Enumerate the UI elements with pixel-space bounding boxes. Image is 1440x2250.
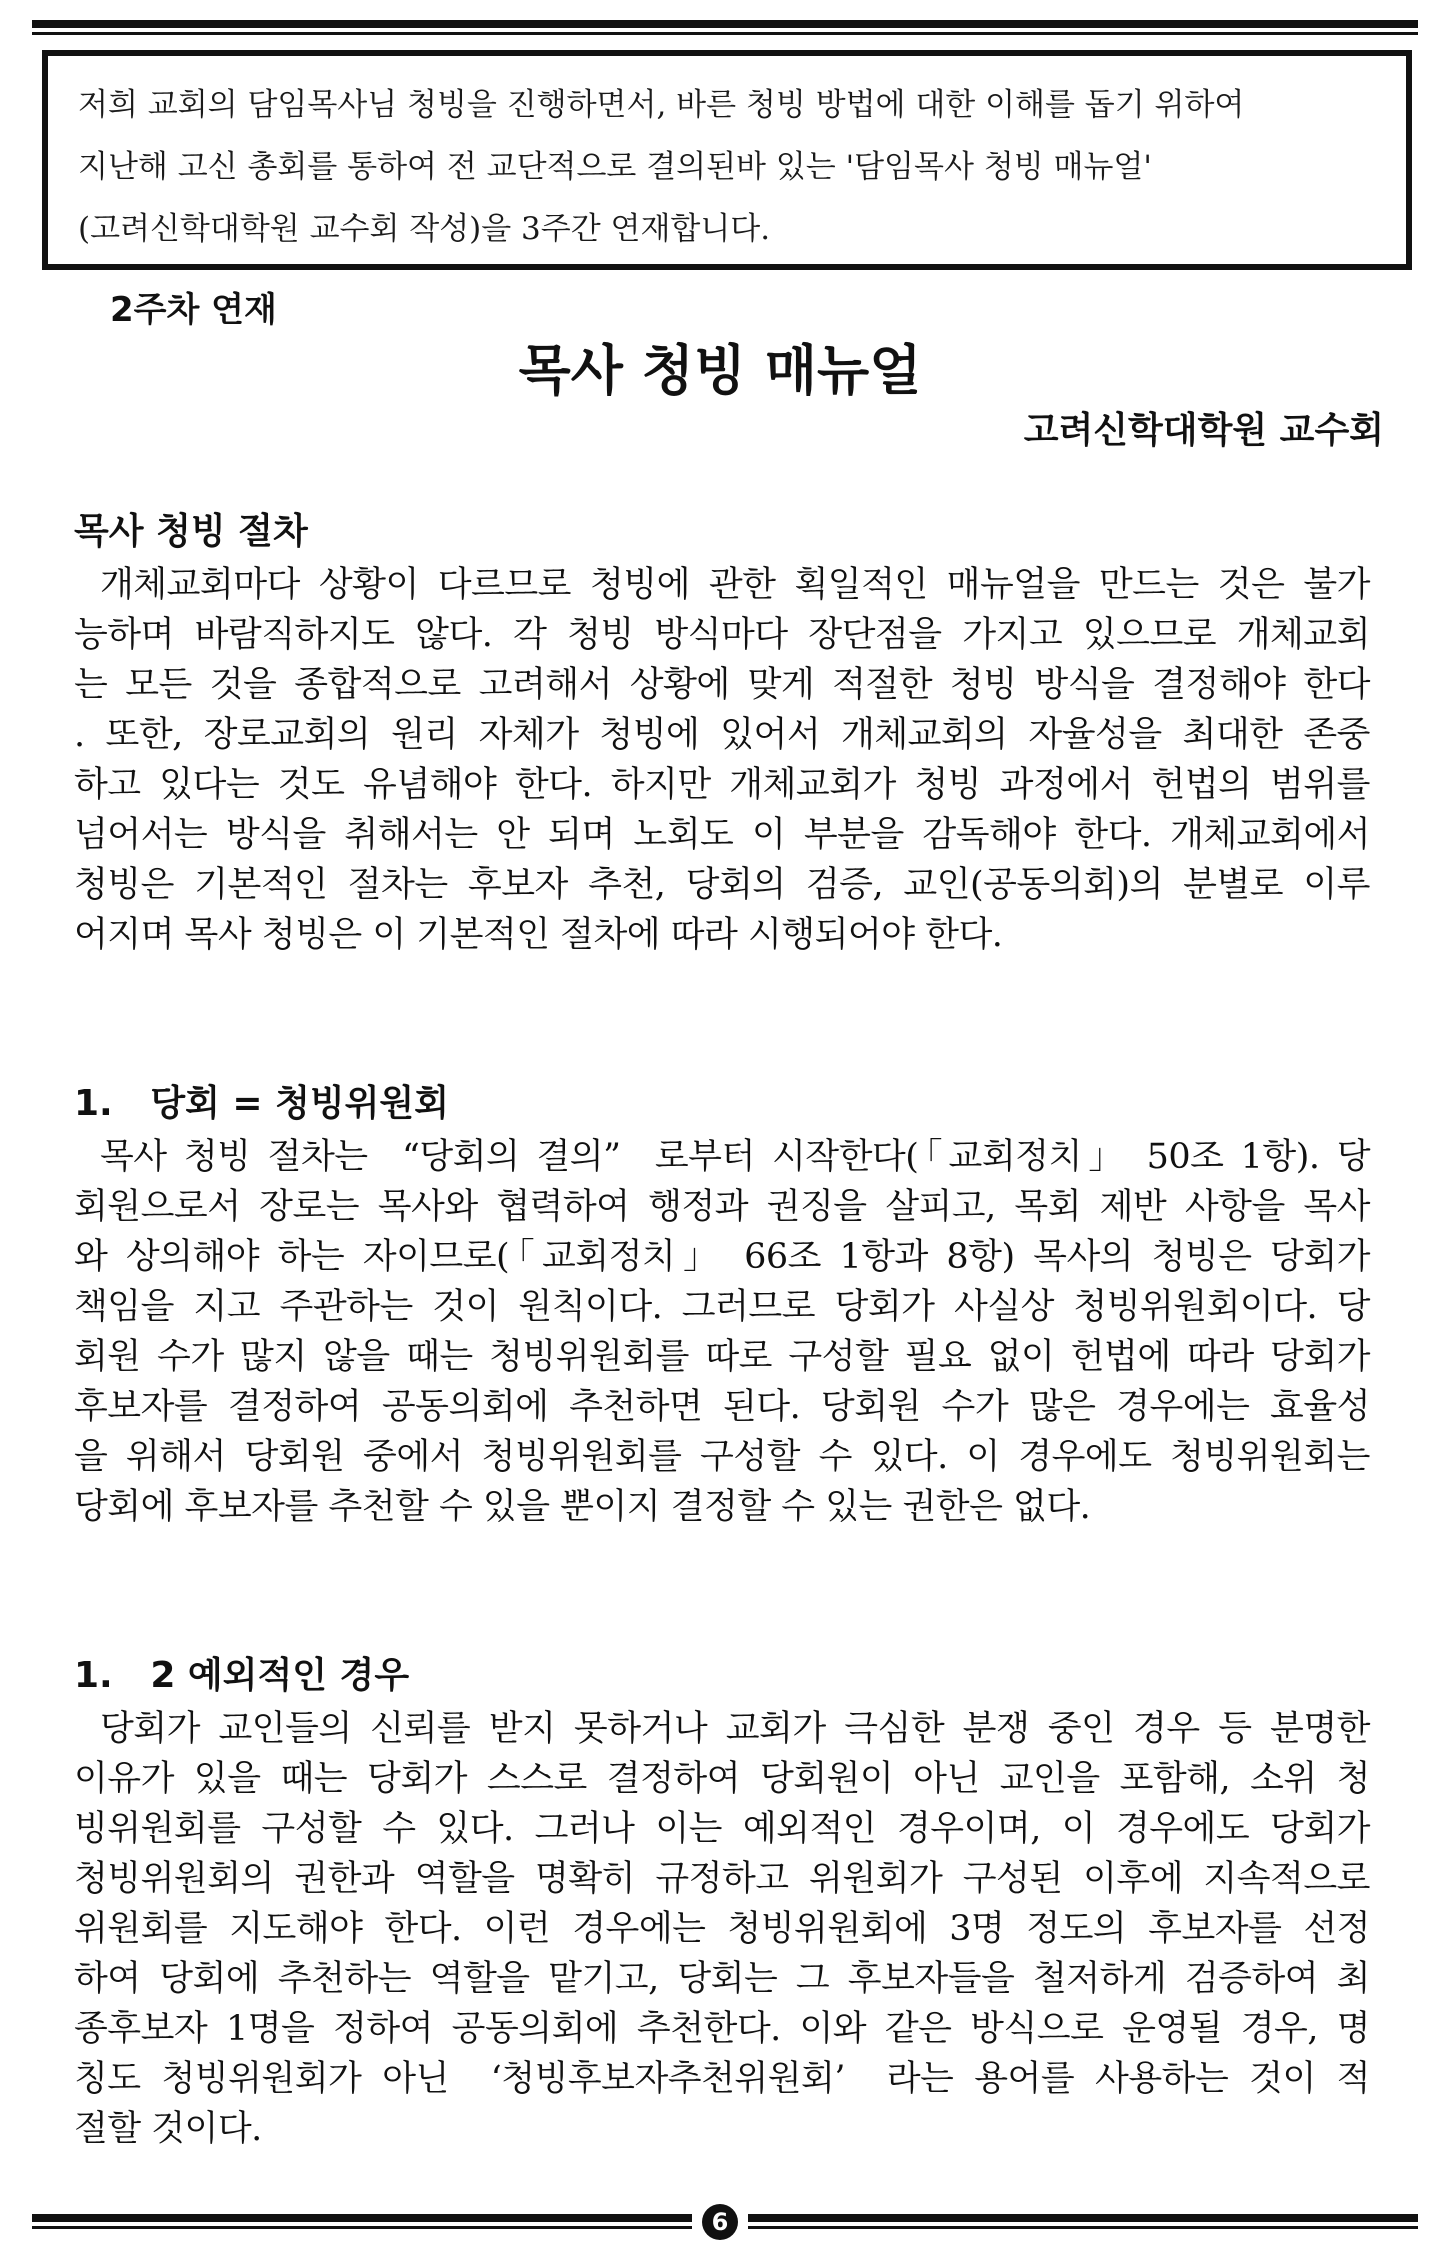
paragraph-line: 하여 당회에 추천하는 역할을 맡기고, 당회는 그 후보자들을 철저하게 검증하여 최 bbox=[74, 1959, 1370, 1999]
paragraph-line: 목사 청빙 절차는 “당회의 결의” 로부터 시작한다(「교회정치」 50조 1항). 당 bbox=[100, 1137, 1370, 1177]
paragraph-line: 빙위원회를 구성할 수 있다. 그러나 이는 예외적인 경우이며, 이 경우에도 당회가 bbox=[74, 1809, 1370, 1849]
paragraph-line: 청빙위원회의 권한과 역할을 명확히 규정하고 위원회가 구성된 이후에 지속적으로 bbox=[74, 1859, 1370, 1899]
paragraph-line: 는 모든 것을 종합적으로 고려해서 상황에 맞게 적절한 청빙 방식을 결정해야 한다 bbox=[74, 665, 1370, 705]
paragraph-line: 회원으로서 장로는 목사와 협력하여 행정과 권징을 살피고, 목회 제반 사항을 목사 bbox=[74, 1187, 1370, 1227]
section-heading: 1. 당회 = 청빙위원회 bbox=[74, 1083, 449, 1124]
paragraph-line: 당회가 교인들의 신뢰를 받지 못하거나 교회가 극심한 분쟁 중인 경우 등 분명한 bbox=[100, 1709, 1370, 1749]
document-author: 고려신학대학원 교수회 bbox=[1023, 410, 1384, 451]
paragraph-line: 회원 수가 많지 않을 때는 청빙위원회를 따로 구성할 필요 없이 헌법에 따라 당회가 bbox=[74, 1337, 1370, 1377]
paragraph-line: 당회에 후보자를 추천할 수 있을 뿐이지 결정할 수 있는 권한은 없다. bbox=[74, 1487, 1091, 1527]
paragraph-line: 후보자를 결정하여 공동의회에 추천하면 된다. 당회원 수가 많은 경우에는 효율성 bbox=[74, 1387, 1370, 1427]
paragraph-line: 와 상의해야 하는 자이므로(「교회정치」 66조 1항과 8항) 목사의 청빙은 당회가 bbox=[74, 1237, 1370, 1277]
paragraph-line: . 또한, 장로교회의 원리 자체가 청빙에 있어서 개체교회의 자율성을 최대한 존중 bbox=[74, 715, 1370, 755]
document-title: 목사 청빙 매뉴얼 bbox=[518, 339, 922, 402]
paragraph-line: 능하며 바람직하지도 않다. 각 청빙 방식마다 장단점을 가지고 있으므로 개체교회 bbox=[74, 615, 1370, 655]
section-session-committee bbox=[74, 1076, 1370, 1532]
section-heading: 1. 2 예외적인 경우 bbox=[74, 1655, 410, 1696]
bottom-rule-left-thin bbox=[32, 2226, 692, 2229]
section-procedure bbox=[74, 504, 1370, 960]
paragraph-line: 청빙은 기본적인 절차는 후보자 추천, 당회의 검증, 교인(공동의회)의 분별로 이루 bbox=[74, 865, 1370, 905]
series-label: 2주차 연재 bbox=[110, 290, 277, 330]
paragraph-line: 절할 것이다. bbox=[74, 2109, 262, 2149]
notice-line: 지난해 고신 총회를 통하여 전 교단적으로 결의된바 있는 '담임목사 청빙 매뉴얼' bbox=[78, 149, 1152, 185]
bottom-rule-right bbox=[748, 2214, 1418, 2222]
bottom-rule-right-thin bbox=[748, 2226, 1418, 2229]
paragraph-line: 칭도 청빙위원회가 아닌 ‘청빙후보자추천위원회’ 라는 용어를 사용하는 것이 적 bbox=[74, 2059, 1370, 2099]
paragraph-line: 을 위해서 당회원 중에서 청빙위원회를 구성할 수 있다. 이 경우에도 청빙위원회는 bbox=[74, 1437, 1370, 1477]
paragraph-line: 넘어서는 방식을 취해서는 안 되며 노회도 이 부분을 감독해야 한다. 개체교회에서 bbox=[74, 815, 1370, 855]
section-exceptional-case bbox=[74, 1648, 1370, 2154]
notice-line: (고려신학대학원 교수회 작성)을 3주간 연재합니다. bbox=[78, 211, 771, 247]
paragraph-line: 어지며 목사 청빙은 이 기본적인 절차에 따라 시행되어야 한다. bbox=[74, 915, 1003, 955]
paragraph-line: 책임을 지고 주관하는 것이 원칙이다. 그러므로 당회가 사실상 청빙위원회이다. 당 bbox=[74, 1287, 1370, 1327]
top-rule bbox=[32, 20, 1418, 28]
paragraph-line: 종후보자 1명을 정하여 공동의회에 추천한다. 이와 같은 방식으로 운영될 경우, 명 bbox=[74, 2009, 1370, 2049]
paragraph-line: 위원회를 지도해야 한다. 이런 경우에는 청빙위원회에 3명 정도의 후보자를 선정 bbox=[74, 1909, 1370, 1949]
bottom-rule-left bbox=[32, 2214, 692, 2222]
page-number: 6 bbox=[702, 2204, 738, 2240]
paragraph-line: 하고 있다는 것도 유념해야 한다. 하지만 개체교회가 청빙 과정에서 헌법의 범위를 bbox=[74, 765, 1370, 805]
notice-line: 저희 교회의 담임목사님 청빙을 진행하면서, 바른 청빙 방법에 대한 이해를 돕기 위하여 bbox=[78, 87, 1245, 123]
paragraph-line: 이유가 있을 때는 당회가 스스로 결정하여 당회원이 아닌 교인을 포함해, 소위 청 bbox=[74, 1759, 1370, 1799]
notice-box bbox=[42, 50, 1412, 270]
paragraph-line: 개체교회마다 상황이 다르므로 청빙에 관한 획일적인 매뉴얼을 만드는 것은 불가 bbox=[100, 565, 1370, 605]
top-rule-thin bbox=[32, 32, 1418, 35]
section-heading: 목사 청빙 절차 bbox=[74, 511, 308, 552]
